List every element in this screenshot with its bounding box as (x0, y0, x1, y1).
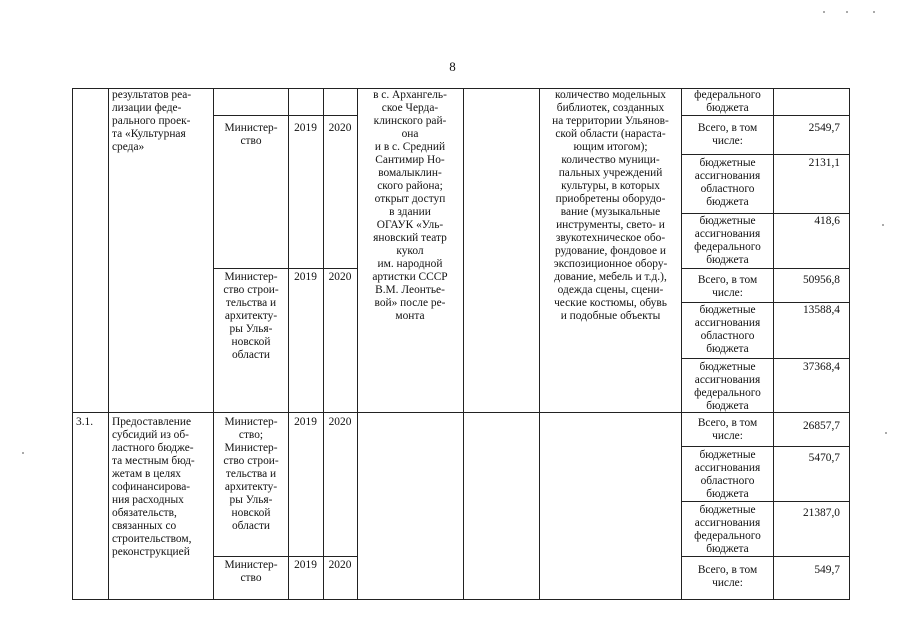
measure-description: Предоставление субсидий из об- ластного бюдже- та местным бюд- жетам в целях софинансирова- ния расходных обязательств, связанных со строительством, реконструкцией (112, 416, 195, 558)
year-start: 2019 (294, 559, 317, 571)
amount: 13588,4 (802, 304, 840, 316)
page-number: 8 (449, 59, 456, 74)
table-rule-h (681, 213, 850, 214)
responsible-ministry: Министер- ство строи- тельства и архитекту- ры Улья- новской области (223, 271, 279, 361)
funding-source-regional: бюджетные ассигнования областного бюджета (694, 449, 761, 500)
table-rule-h (681, 154, 850, 155)
year-end: 2020 (328, 271, 352, 283)
row-number: 3.1. (76, 416, 94, 428)
scan-artifact (882, 224, 884, 226)
table-rule-h (681, 358, 850, 359)
table-rule-h (681, 501, 850, 502)
scan-artifact (873, 11, 875, 13)
amount: 2549,7 (808, 122, 840, 134)
table-rule-v (849, 88, 850, 600)
funding-source-federal: бюджетные ассигнования федерального бюджета (694, 215, 761, 266)
amount: 2131,1 (808, 157, 840, 169)
amount: 5470,7 (808, 452, 840, 464)
table-rule-h (213, 268, 357, 269)
table-rule-h (681, 268, 850, 269)
responsible-ministry: Министер- ство (224, 559, 278, 584)
year-start: 2019 (294, 271, 317, 283)
year-start: 2019 (294, 122, 317, 134)
funding-source-federal: бюджетные ассигнования федерального бюджета (694, 361, 761, 412)
funding-source-total: Всего, в том числе: (697, 564, 758, 589)
responsible-ministry: Министер- ство (224, 122, 278, 147)
table-rule-v (288, 88, 289, 600)
table-rule-v (539, 88, 540, 600)
year-end: 2020 (328, 122, 352, 134)
year-end: 2020 (328, 559, 352, 571)
table-rule-v (72, 88, 73, 600)
responsible-ministry: Министер- ство; Министер- ство строи- тельства и архитекту- ры Улья- новской области (223, 416, 279, 532)
funding-source: федерального бюджета (694, 89, 761, 114)
funding-source-total: Всего, в том числе: (697, 122, 758, 147)
table-rule-v (323, 88, 324, 600)
target-indicator: количество модельных библиотек, созданных на территории Ульянов- ской области (нараста- ющим итогом); количество муници- пальных учреждений культуры, в которых приобретены оборудо- вание (музыкальные инструменты, свето- и звукотехническое обо- рудование, фондовое и экспозиционное обору- дование, мебель и т.д.), одежда сцены, сцени- ческие костюмы, обувь и подобные объекты (552, 89, 669, 322)
amount: 50956,8 (802, 274, 840, 286)
project-description: результатов реа- лизации феде- рального проек- та «Культурная среда» (112, 89, 192, 153)
amount: 418,6 (814, 215, 840, 227)
scan-artifact (846, 11, 848, 13)
funding-source-regional: бюджетные ассигнования областного бюджета (694, 304, 761, 355)
table-rule-v (357, 88, 358, 600)
table-rule-h (681, 302, 850, 303)
scan-artifact (22, 452, 24, 454)
amount: 21387,0 (802, 507, 840, 519)
table-rule-h (213, 556, 357, 557)
expected-result: в с. Архангель- ское Черда- клинского рай- она и в с. Средний Сантимир Но- вомалыклин- ского района; открыт доступ в здании ОГАУК «Уль- яновский театр кукол им. народной артистки СССР В.М. Леонтье- вой» после ре- монта (372, 89, 448, 322)
amount: 26857,7 (802, 420, 840, 432)
table-rule-h (681, 556, 850, 557)
funding-source-federal: бюджетные ассигнования федерального бюджета (694, 504, 761, 555)
funding-source-regional: бюджетные ассигнования областного бюджета (694, 157, 761, 208)
amount: 37368,4 (802, 361, 840, 373)
table-rule-h (213, 115, 357, 116)
table-rule-v (213, 88, 214, 600)
amount: 549,7 (814, 564, 840, 576)
year-start: 2019 (294, 416, 317, 428)
table-rule-h (681, 446, 850, 447)
table-rule-v (463, 88, 464, 600)
table-rule-h (72, 599, 850, 600)
table-rule-v (108, 88, 109, 600)
year-end: 2020 (328, 416, 352, 428)
funding-source-total: Всего, в том числе: (697, 417, 758, 442)
scan-artifact (885, 432, 887, 434)
table-rule-h (681, 115, 850, 116)
scan-artifact (823, 11, 825, 13)
funding-source-total: Всего, в том числе: (697, 274, 758, 299)
